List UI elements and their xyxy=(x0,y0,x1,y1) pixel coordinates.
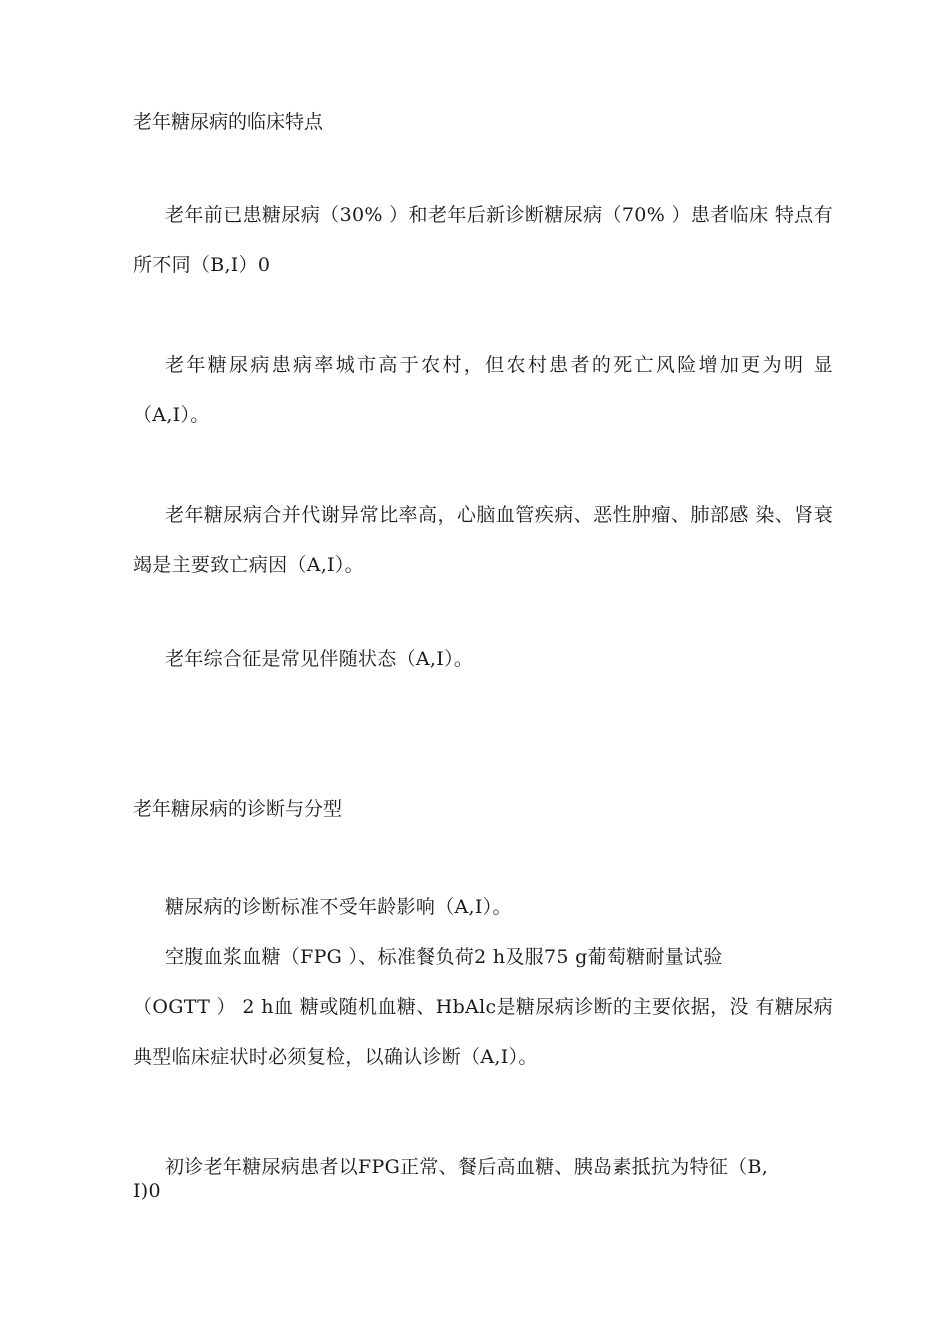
paragraph-comorbidity-mortality: 老年糖尿病合并代谢异常比率高，心脑血管疾病、恶性肿瘤、肺部感 染、肾衰竭是主要致亡病因（A,I）。 xyxy=(133,504,833,576)
section-heading-clinical-features: 老年糖尿病的临床特点 xyxy=(133,111,324,133)
paragraph-diagnostic-criteria: 糖尿病的诊断标准不受年龄影响（A,I）。 xyxy=(165,896,512,918)
paragraph-diagnostic-basis-line1: 空腹血浆血糖（FPG ）、标准餐负荷2 h及服75 g葡萄糖耐量试验 xyxy=(165,946,723,968)
paragraph-urban-rural-prevalence: 老年糖尿病患病率城市高于农村，但农村患者的死亡风险增加更为明 显（A,I）。 xyxy=(133,354,833,426)
section-heading-diagnosis-classification: 老年糖尿病的诊断与分型 xyxy=(133,798,343,820)
paragraph-diagnostic-basis-rest: （OGTT ） 2 h血 糖或随机血糖、HbAlc是糖尿病诊断的主要依据，没 有糖尿病典型临床症状时必须复检，以确认诊断（A,I）。 xyxy=(133,996,833,1068)
paragraph-initial-diagnosis-line2: I)0 xyxy=(133,1180,161,1202)
paragraph-geriatric-syndrome: 老年综合征是常见伴随状态（A,I）。 xyxy=(165,648,474,670)
paragraph-onset-difference: 老年前已患糖尿病（30% ）和老年后新诊断糖尿病（70% ）患者临床 特点有所不同（B,I）0 xyxy=(133,204,833,276)
paragraph-initial-diagnosis-line1: 初诊老年糖尿病患者以FPG正常、餐后高血糖、胰岛素抵抗为特征（B, xyxy=(165,1156,769,1178)
